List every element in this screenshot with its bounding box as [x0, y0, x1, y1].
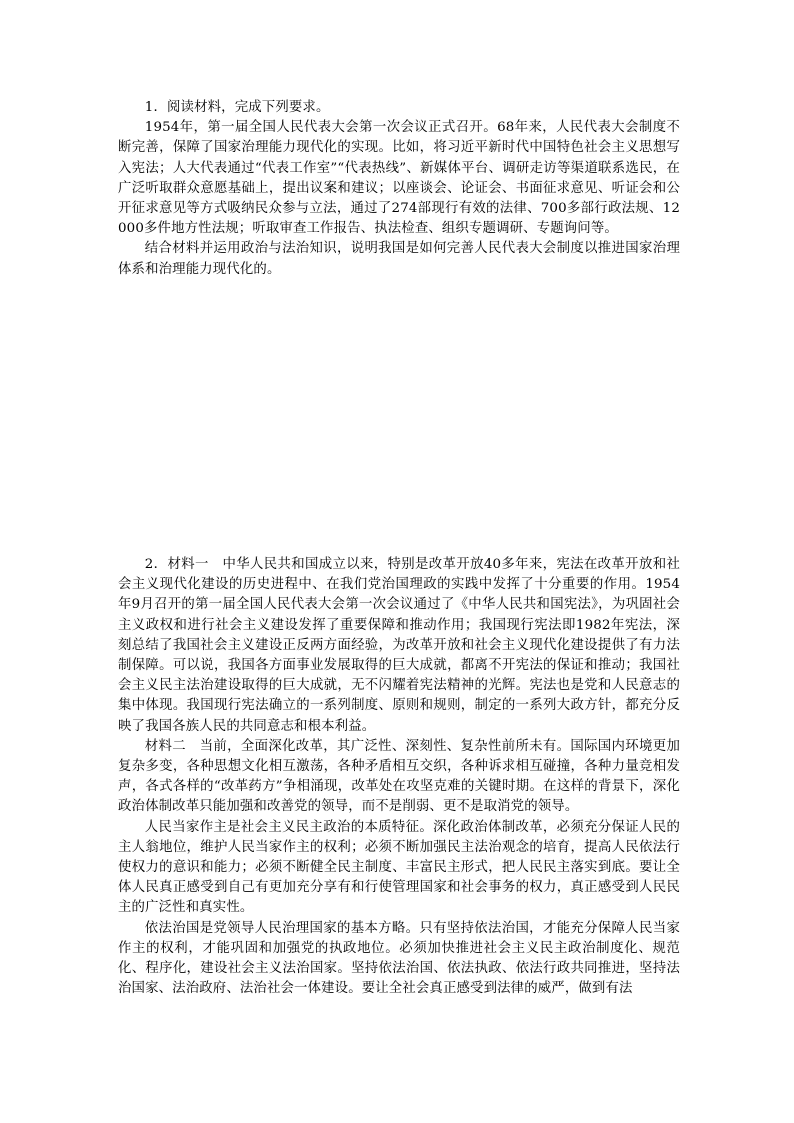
question-1-task: 结合材料并运用政治与法治知识，说明我国是如何完善人民代表大会制度以推进国家治理体系和治理能力现代化的。 [118, 241, 680, 277]
question-2-material-1: 2．材料一 中华人民共和国成立以来，特别是改革开放40多年来，宪法在改革开放和社会主义现代化建设的历史进程中、在我们党治国理政的实践中发挥了十分重要的作用。1954年9月召开的第一届全国人民代表大会第一次会议通过了《中华人民共和国宪法》，为巩固社会主义政权和进行社会主义建设发挥了重要保障和推动作用；我国现行宪法即1982年宪法，深刻总结了我国社会主义建设正反两方面经验，为改革开放和社会主义现代化建设提供了有力法制保障。可以说，我国各方面事业发展取得的巨大成就，都离不开宪法的保证和推动；我国社会主义民主法治建设取得的巨大成就，无不闪耀着宪法精神的光辉。宪法也是党和人民意志的集中体现。我国现行宪法确立的一系列制度、原则和规则，制定的一系列大政方针，都充分反映了我国各族人民的共同意志和根本利益。 [118, 557, 680, 734]
question-1-material: 1954年，第一届全国人民代表大会第一次会议正式召开。68年来，人民代表大会制度不断完善，保障了国家治理能力现代化的实现。比如，将习近平新时代中国特色社会主义思想写入宪法；人大代表通过“代表工作室”“代表热线”、新媒体平台、调研走访等渠道联系选民，在广泛听取群众意愿基础上，提出议案和建议；以座谈会、论证会、书面征求意见、听证会和公开征求意见等方式吸纳民众参与立法，通过了274部现行有效的法律、700多部行政法规、12 000多件地方性法规；听取审查工作报告、执法检查、组织专题调研、专题询问等。 [118, 120, 680, 237]
question-2-material-2: 材料二 当前，全面深化改革，其广泛性、深刻性、复杂性前所未有。国际国内环境更加复杂多变，各种思想文化相互激荡，各种矛盾相互交织，各种诉求相互碰撞，各种力量竞相发声，各式各样的“改革药方”争相涌现，改革处在攻坚克难的关键时期。在这样的背景下，深化政治体制改革只能加强和改善党的领导，而不是削弱、更不是取消党的领导。 [118, 738, 680, 815]
question-1 [118, 98, 680, 280]
question-2 [118, 555, 680, 999]
question-2-paragraph-3: 人民当家作主是社会主义民主政治的本质特征。深化政治体制改革，必须充分保证人民的主人翁地位，维护人民当家作主的权利；必须不断加强民主法治观念的培育，提高人民依法行使权力的意识和能力；必须不断健全民主制度、丰富民主形式，把人民民主落实到底。要让全体人民真正感受到自己有更加充分享有和行使管理国家和社会事务的权力，真正感受到人民民主的广泛性和真实性。 [118, 819, 680, 916]
question-1-heading: 1．阅读材料，完成下列要求。 [144, 100, 330, 115]
question-2-paragraph-4: 依法治国是党领导人民治理国家的基本方略。只有坚持依法治国，才能充分保障人民当家作主的权利，才能巩固和加强党的执政地位。必须加快推进社会主义民主政治制度化、规范化、程序化，建设社会主义法治国家。坚持依法治国、依法执政、依法行政共同推进，坚持法治国家、法治政府、法治社会一体建设。要让全社会真正感受到法律的威严，做到有法 [118, 920, 680, 997]
